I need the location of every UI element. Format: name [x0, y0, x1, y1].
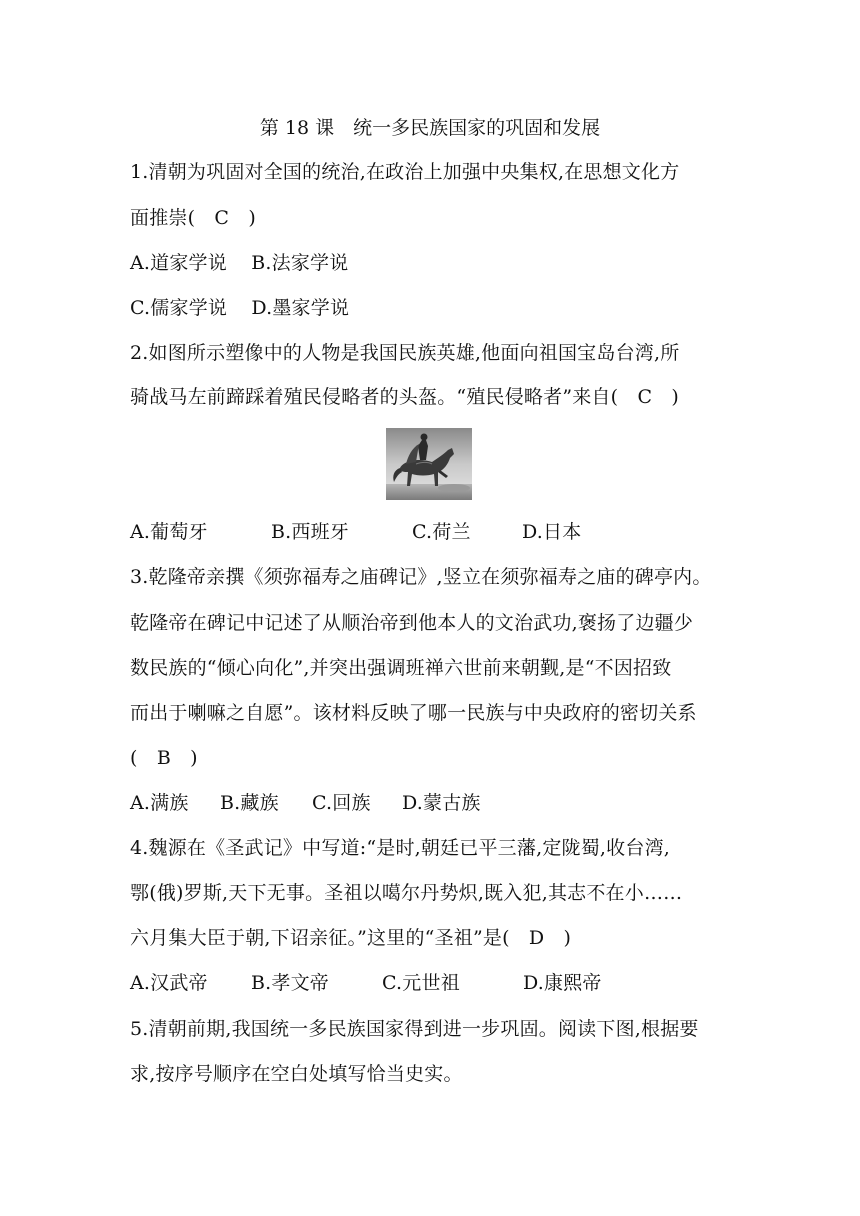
q4-options-row	[130, 971, 602, 995]
q2-option-c: C.荷兰	[412, 521, 471, 543]
q5-stem-line-1: 5.清朝前期,我国统一多民族国家得到进一步巩固。阅读下图,根据要	[130, 1018, 699, 1040]
q1-stem-line-2: 面推崇( C )	[130, 207, 256, 229]
q4-stem-line-2: 鄂(俄)罗斯,天下无事。圣祖以噶尔丹势炽,既入犯,其志不在小……	[130, 882, 683, 904]
q4-option-a: A.汉武帝	[130, 972, 208, 994]
q1-options-row-1	[130, 251, 348, 275]
q4-option-c: C.元世祖	[382, 972, 460, 994]
q1-option-a: A.道家学说	[130, 252, 227, 274]
q1-option-b: B.法家学说	[251, 252, 349, 274]
q1-options-row-2	[130, 296, 349, 320]
q3-options-row	[130, 791, 481, 815]
q3-stem-line-4: 而出于喇嘛之自愿”。该材料反映了哪一民族与中央政府的密切关系	[130, 702, 697, 724]
q2-options-row	[130, 520, 581, 544]
q3-stem-line-3: 数民族的“倾心向化”,并突出强调班禅六世前来朝觐,是“不因招致	[130, 657, 672, 679]
q5-stem-line-2: 求,按序号顺序在空白处填写恰当史实。	[130, 1063, 463, 1085]
lesson-title: 第 18 课 统一多民族国家的巩固和发展	[259, 117, 601, 139]
q2-option-a: A.葡萄牙	[130, 521, 208, 543]
q3-stem-line-5: ( B )	[130, 747, 198, 769]
q4-stem-line-1: 4.魏源在《圣武记》中写道:“是时,朝廷已平三藩,定陇蜀,收台湾,	[130, 837, 671, 859]
q2-option-d: D.日本	[522, 521, 582, 543]
statue-image-icon	[386, 428, 472, 500]
equestrian-statue-photo	[386, 428, 472, 500]
q4-option-b: B.孝文帝	[251, 972, 330, 994]
q3-option-b: B.藏族	[220, 792, 279, 814]
q4-option-d: D.康熙帝	[523, 972, 602, 994]
q3-stem-line-1: 3.乾隆帝亲撰《须弥福寿之庙碑记》,竖立在须弥福寿之庙的碑亭内。	[130, 566, 712, 588]
q3-stem-line-2: 乾隆帝在碑记中记述了从顺治帝到他本人的文治武功,褒扬了边疆少	[130, 612, 694, 634]
q3-option-a: A.满族	[130, 792, 189, 814]
q1-option-c: C.儒家学说	[130, 297, 228, 319]
q2-option-b: B.西班牙	[271, 521, 350, 543]
q2-stem-line-1: 2.如图所示塑像中的人物是我国民族英雄,他面向祖国宝岛台湾,所	[130, 342, 680, 364]
q1-option-d: D.墨家学说	[251, 297, 350, 319]
q2-stem-line-2: 骑战马左前蹄踩着殖民侵略者的头盔。“殖民侵略者”来自( C )	[130, 386, 679, 408]
q3-option-d: D.蒙古族	[402, 792, 481, 814]
q3-option-c: C.回族	[312, 792, 371, 814]
q4-stem-line-3: 六月集大臣于朝,下诏亲征。”这里的“圣祖”是( D )	[130, 927, 572, 949]
q1-stem-line-1: 1.清朝为巩固对全国的统治,在政治上加强中央集权,在思想文化方	[130, 161, 680, 183]
